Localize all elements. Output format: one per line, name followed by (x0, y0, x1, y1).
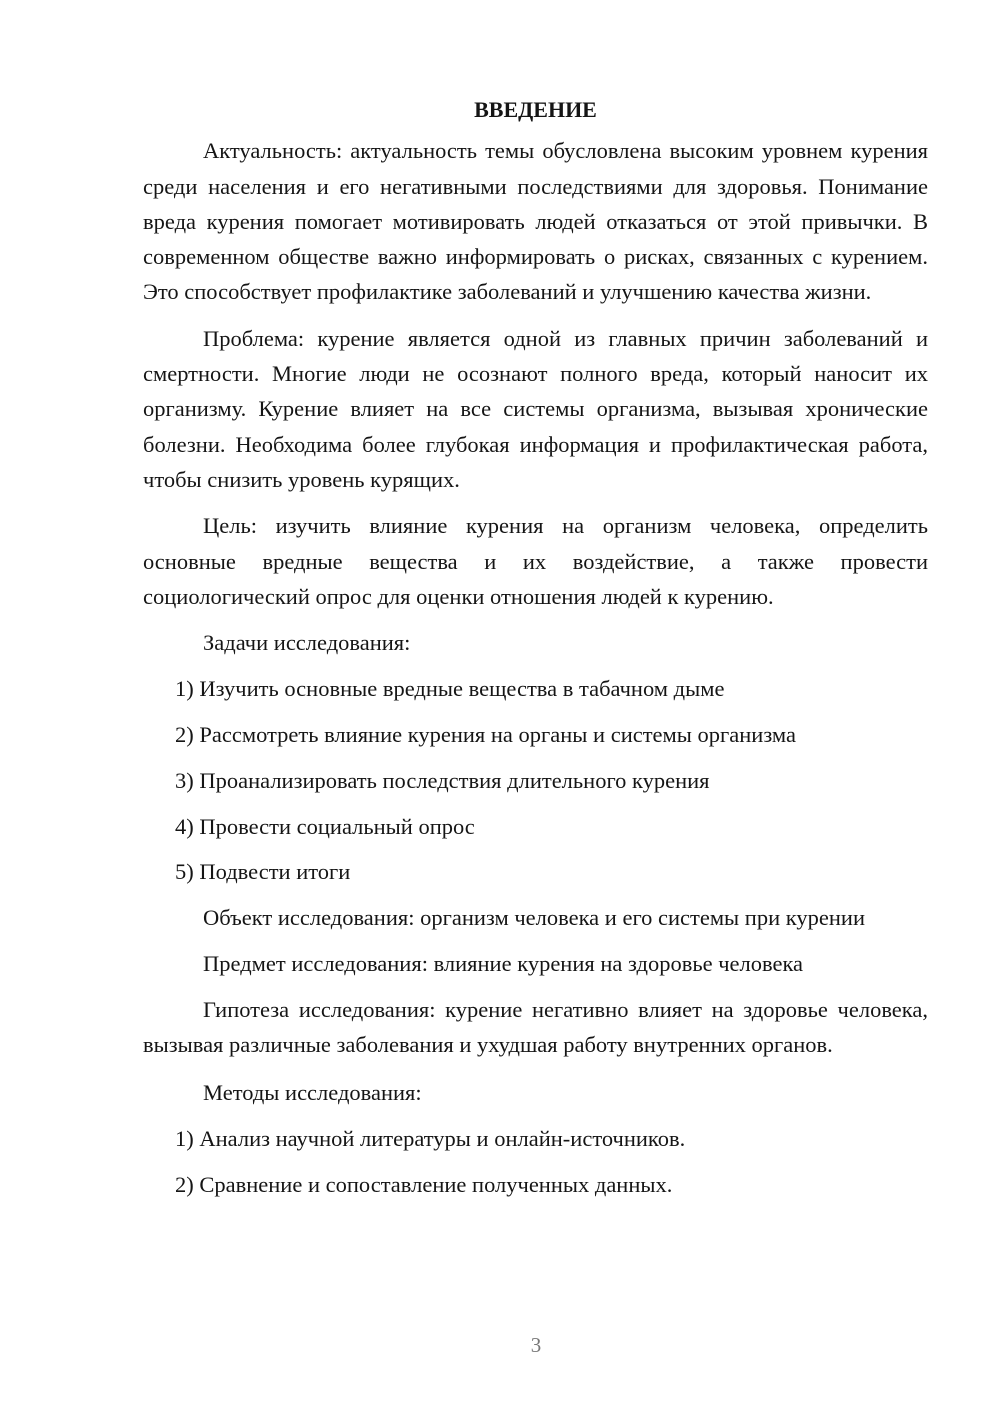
document-title: ВВЕДЕНИЕ (474, 97, 597, 122)
tasks-heading: Задачи исследования: (203, 630, 411, 656)
task-item: 5) Подвести итоги (175, 859, 351, 885)
object-paragraph: Объект исследования: организм человека и его системы при курении (203, 904, 865, 930)
task-item: 3) Проанализировать последствия длительного курения (175, 767, 710, 793)
task-item: 1) Изучить основные вредные вещества в табачном дыме (175, 676, 725, 702)
method-item: 1) Анализ научной литературы и онлайн-источников. (175, 1125, 686, 1151)
document-page (143, 92, 928, 1212)
page-number: 3 (530, 1333, 542, 1357)
goal-paragraph: Цель: изучить влияние курения на организм человека, определить основные вредные вещества и их воздействие, а также провести социологический опрос для оценки отношения людей к курению. (143, 513, 928, 609)
relevance-paragraph: Актуальность: актуальность темы обусловлена высоким уровнем курения среди населения и его негативными последствиями для здоровья. Понимание вреда курения помогает мотивировать людей отказаться от этой привычки. В современном обществе важно информировать о рисках, связанных с курением. Это способствует профилактике заболеваний и улучшению качества жизни. (143, 138, 928, 305)
method-item: 2) Сравнение и сопоставление полученных данных. (175, 1171, 673, 1197)
subject-paragraph: Предмет исследования: влияние курения на здоровье человека (203, 950, 804, 976)
methods-heading: Методы исследования: (203, 1079, 422, 1105)
hypothesis-paragraph: Гипотеза исследования: курение негативно влияет на здоровье человека, вызывая различные заболевания и ухудшая работу внутренних органов. (143, 997, 928, 1058)
task-item: 4) Провести социальный опрос (175, 813, 475, 839)
problem-paragraph: Проблема: курение является одной из главных причин заболеваний и смертности. Многие люди не осознают полного вреда, который наносит их организму. Курение влияет на все системы организма, вызывая хронические болезни. Необходима более глубокая информация и профилактическая работа, чтобы снизить уровень курящих. (143, 325, 928, 492)
task-item: 2) Рассмотреть влияние курения на органы и системы организма (175, 722, 796, 748)
